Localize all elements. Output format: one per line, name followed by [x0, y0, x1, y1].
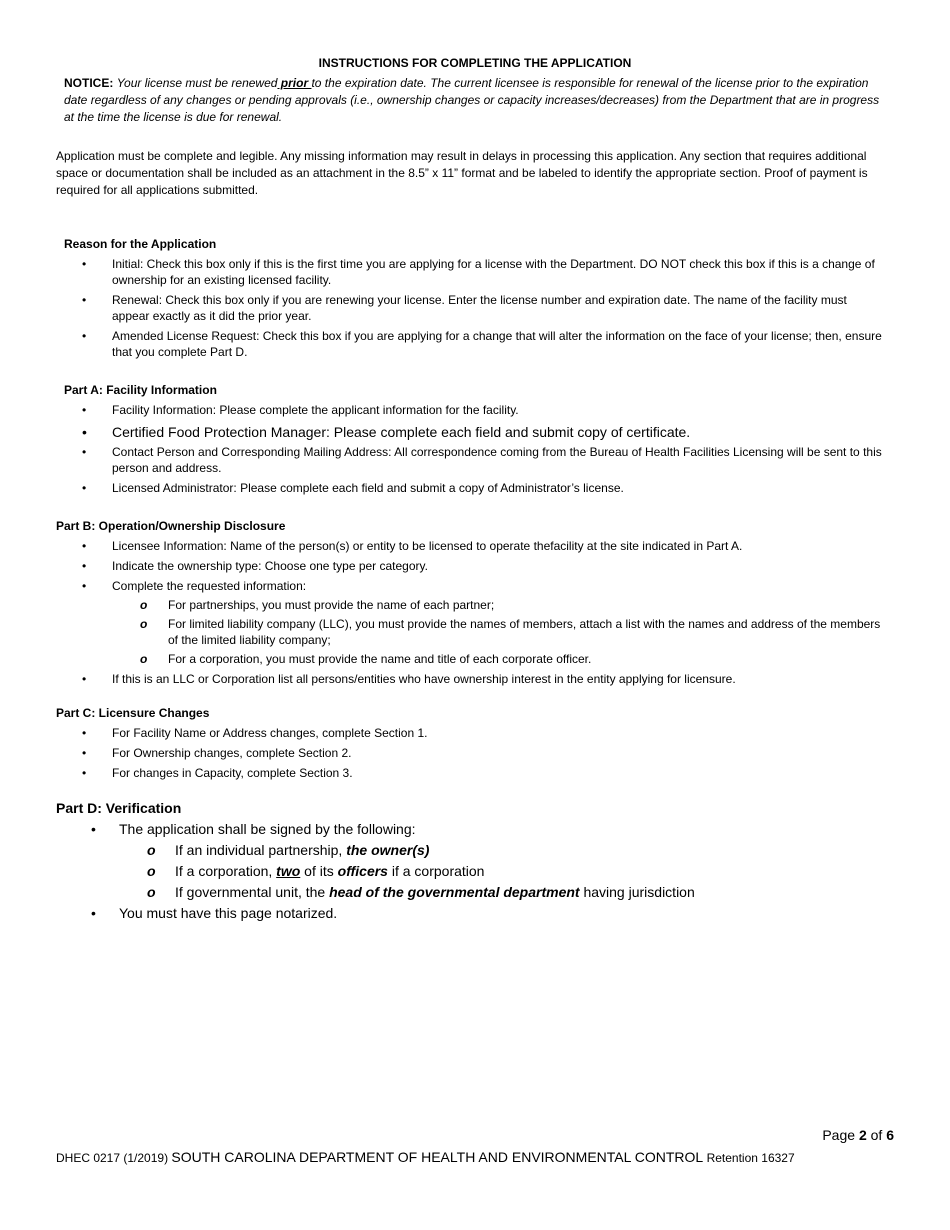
notice-paragraph [64, 75, 884, 126]
list-item: • Complete the requested information: [56, 578, 886, 594]
section-part-c [56, 705, 886, 781]
emphasis-officers: officers [337, 863, 388, 879]
sub-text: If a corporation, [175, 863, 277, 879]
page-footer [56, 1149, 795, 1165]
list-item: • Indicate the ownership type: Choose one type per category. [56, 558, 886, 574]
notice-label: NOTICE: [64, 76, 114, 90]
sub-text: If governmental unit, the [175, 884, 330, 900]
section-heading-part-b: Part B: Operation/Ownership Disclosure [56, 519, 286, 533]
list-item: • Certified Food Protection Manager: Please complete each field and submit copy of certificate. [56, 424, 884, 440]
page-title: INSTRUCTIONS FOR COMPLETING THE APPLICATION [318, 56, 632, 70]
page-of: of [866, 1127, 887, 1143]
list-item: • For changes in Capacity, complete Section 3. [56, 765, 886, 781]
section-part-b [56, 518, 886, 687]
list-item: • Facility Information: Please complete the applicant information for the facility. [56, 402, 884, 418]
notice-text-after: to the expiration date. The current licensee is responsible for renewal of the license prior to the expiration date regardless of any changes or pending approvals (i.e., ownership changes or capacity increases/decreases) from the Department that are in progress at the time the license is due for renewal. [64, 76, 880, 124]
section-part-d [56, 798, 896, 923]
emphasis-head: head of the governmental department [329, 884, 580, 900]
sub-list-item: o For partnerships, you must provide the name of each partner; [56, 597, 886, 613]
section-heading-part-d: Part D: Verification [56, 800, 182, 816]
section-heading-part-a: Part A: Facility Information [64, 383, 217, 397]
list-item: • Amended License Request: Check this box if you are applying for a change that will alter the information on the face of your license; then, ensure that you complete Part D. [56, 328, 884, 360]
footer-department: SOUTH CAROLINA DEPARTMENT OF HEALTH AND ENVIRONMENTAL CONTROL [171, 1149, 704, 1165]
section-heading-reason: Reason for the Application [64, 237, 217, 251]
emphasis-owner: the owner(s) [346, 842, 430, 858]
page-current: 2 [858, 1127, 867, 1143]
list-item: • Renewal: Check this box only if you are renewing your license. Enter the license number and expiration date. The name of the facility must appear exactly as it did the prior year. [56, 292, 884, 324]
list-item: • Licensee Information: Name of the person(s) or entity to be licensed to operate thefacility at the site indicated in Part A. [56, 538, 886, 554]
sub-list-item-corporation [56, 861, 896, 881]
list-item: • For Ownership changes, complete Section 2. [56, 745, 886, 761]
sub-list-item-owner [56, 840, 896, 860]
list-item: • The application shall be signed by the following: [56, 819, 896, 839]
section-reason [64, 236, 884, 360]
list-item: • You must have this page notarized. [56, 903, 896, 923]
sub-list-item: o For limited liability company (LLC), you must provide the names of members, attach a list with the names and address of the members of the limited liability company; [56, 616, 886, 648]
list-item: • Licensed Administrator: Please complete each field and submit a copy of Administrator’s license. [56, 480, 884, 496]
intro-paragraph: Application must be complete and legible. Any missing information may result in delays in processing this application. Any section that requires additional space or documentation shall be included as an attachment in the 8.5” x 11” format and be labeled to identify the appropriate section. Proof of payment is required for all applications submitted. [56, 149, 868, 197]
sub-text: of its [300, 863, 338, 879]
footer-retention: Retention 16327 [703, 1151, 795, 1165]
page-number [822, 1127, 894, 1143]
section-heading-part-c: Part C: Licensure Changes [56, 706, 210, 720]
list-item: • For Facility Name or Address changes, complete Section 1. [56, 725, 886, 741]
page-total: 6 [886, 1127, 894, 1143]
emphasis-two: two [276, 863, 301, 879]
notice-emphasis: prior [277, 76, 312, 90]
sub-list-item: o For a corporation, you must provide the name and title of each corporate officer. [56, 651, 886, 667]
notice-text-before: Your license must be renewed [116, 76, 278, 90]
list-item: • Contact Person and Corresponding Mailing Address: All correspondence coming from the Bureau of Health Facilities Licensing will be sent to this person and address. [56, 444, 884, 476]
page-prefix: Page [822, 1127, 859, 1143]
footer-form-id: DHEC 0217 (1/2019) [56, 1151, 172, 1165]
list-item: • Initial: Check this box only if this is the first time you are applying for a license with the Department. DO NOT check this box if this is a change of ownership for an existing licensed facility. [56, 256, 884, 288]
sub-list-item-government [56, 882, 896, 902]
sub-text: if a corporation [387, 863, 485, 879]
section-part-a [64, 382, 884, 496]
sub-text: If an individual partnership, [175, 842, 347, 858]
list-item: • If this is an LLC or Corporation list all persons/entities who have ownership interest in the entity applying for licensure. [56, 671, 886, 687]
sub-text: having jurisdiction [579, 884, 695, 900]
